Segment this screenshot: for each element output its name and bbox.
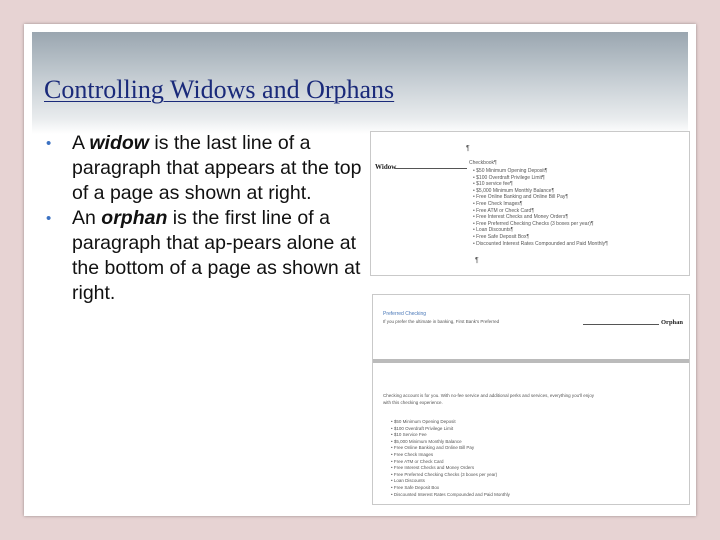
slide [24,24,696,516]
list-item: • Free Online Banking and Online Bill Pay¶ [473,194,608,201]
widow-item-list [473,168,608,247]
orphan-example-image [372,294,690,505]
widow-first-line: Checkbook¶ [469,160,497,166]
pilcrow-mark: ¶ [466,145,470,152]
list-item: • $5,000 Minimum Monthly Balance [391,439,510,446]
bullet-term: orphan [101,207,168,229]
list-item: • Free Interest Checks and Money Orders [391,465,510,472]
bullet-text: is the first line of a paragraph that ap-pears alone at the bottom of a page as shown at right. [72,207,361,304]
list-item: • $50 Minimum Opening Deposit [391,419,510,426]
list-item: • $10 Service Fee [391,432,510,439]
list-item: • $100 Overdraft Privilege Limit¶ [473,175,608,182]
page-break-divider [373,359,689,363]
list-item: • Free ATM or Check Card¶ [473,208,608,215]
list-item: • Discounted Interest Rates Compounded and Paid Monthly¶ [473,241,608,248]
list-item: • Discounted Interest Rates Compounded and Paid Monthly [391,492,510,499]
slide-title: Controlling Widows and Orphans [44,75,395,104]
list-item: • Free Preferred Checking Checks (3 boxes per year)¶ [473,221,608,228]
list-item: • $5,000 Minimum Monthly Balance¶ [473,188,608,195]
orphan-heading: Preferred Checking [383,311,427,317]
bullet-list [44,131,374,306]
bullet-widow [44,131,374,206]
list-item: • Free Safe Deposit Box¶ [473,234,608,241]
list-item: • Free Online Banking and Online Bill Pay [391,445,510,452]
list-item: • Free Interest Checks and Money Orders¶ [473,214,608,221]
widow-label: Widow [375,163,397,171]
pilcrow-mark: ¶ [475,257,479,264]
bullet-icon: • [46,135,52,152]
list-item: • Loan Discounts¶ [473,227,608,234]
orphan-item-list [391,419,510,498]
list-item: • $10 service fee¶ [473,181,608,188]
orphan-pointer-line [583,324,659,325]
list-item: • $100 Overdraft Privilege Limit [391,426,510,433]
widow-pointer-line [395,168,467,169]
list-item: • $50 Minimum Opening Deposit¶ [473,168,608,175]
bullet-prefix: A [72,132,90,154]
list-item: • Free ATM or Check Card [391,459,510,466]
list-item: • Free Check Images¶ [473,201,608,208]
orphan-subline: If you prefer the ultimate in banking, First Bank's Preferred [383,319,500,324]
bullet-text: is the last line of a paragraph that appears at the top of a page as shown at right. [72,132,362,204]
bullet-orphan [44,206,374,306]
orphan-label: Orphan [661,319,684,326]
bullet-prefix: An [72,207,102,229]
bullet-icon: • [46,210,52,227]
list-item: • Free Check Images [391,452,510,459]
widow-example-image [370,131,690,276]
list-item: • Loan Discounts [391,478,510,485]
bullet-term: widow [89,132,149,154]
list-item: • Free Safe Deposit Box [391,485,510,492]
list-item: • Free Preferred Checking Checks (3 boxes per year) [391,472,510,479]
orphan-body-text: Checking account is for you. With no-fee service and additional perks and services, everything you'll enjoy with this checking experience. [383,393,594,405]
